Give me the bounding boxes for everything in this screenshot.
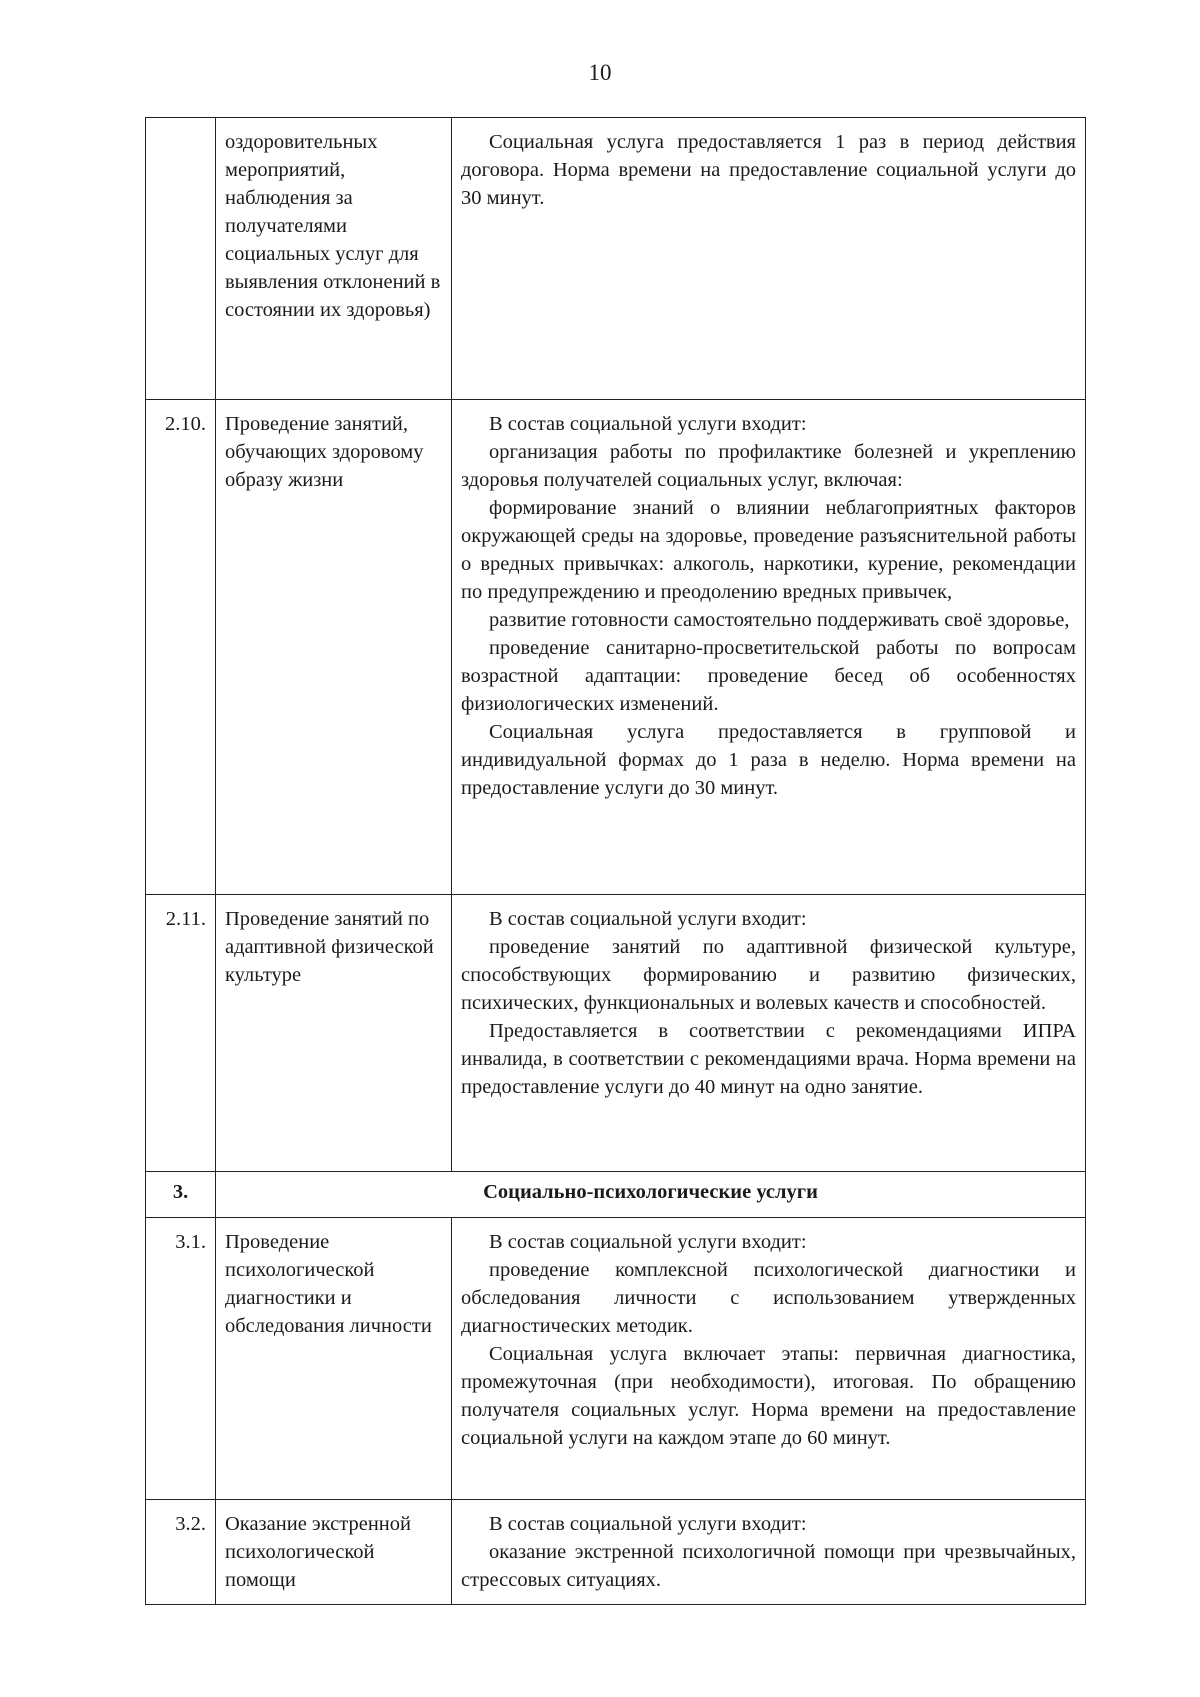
item-number: 3.1. [146, 1218, 216, 1500]
service-description [452, 118, 1086, 400]
description-paragraph: Социальная услуга предоставляется 1 раз в период действия договора. Норма времени на предоставление социальной услуги до 30 минут. [461, 131, 1076, 209]
description-paragraph: организация работы по профилактике болезней и укреплению здоровья получателей социальных услуг, включая: [461, 441, 1076, 491]
item-number: 3.2. [146, 1500, 216, 1605]
service-description [452, 1500, 1086, 1605]
description-paragraph: В состав социальной услуги входит: [489, 1513, 807, 1535]
description-paragraph: Предоставляется в соответствии с рекомендациями ИПРА инвалида, в соответствии с рекомендациями врача. Норма времени на предоставление услуги до 40 минут на одно занятие. [461, 1020, 1076, 1098]
description-paragraph: формирование знаний о влиянии неблагоприятных факторов окружающей среды на здоровье, проведение разъяснительной работы о вредных привычках: алкоголь, наркотики, курение, рекомендации по предупреждению и преодолению вредных привычек, [461, 497, 1076, 603]
section-number: 3. [146, 1172, 216, 1218]
description-paragraph: Социальная услуга предоставляется в групповой и индивидуальной формах до 1 раза в неделю. Норма времени на предоставление услуги до 30 минут. [461, 721, 1076, 799]
section-title: Социально-психологические услуги [216, 1172, 1086, 1218]
service-name: Проведение занятий по адаптивной физической культуре [216, 895, 452, 1172]
service-name: Проведение занятий, обучающих здоровому образу жизни [216, 400, 452, 895]
description-paragraph: Социальная услуга включает этапы: первичная диагностика, промежуточная (при необходимости), итоговая. По обращению получателя социальных услуг. Норма времени на предоставление социальной услуги на каждом этапе до 60 минут. [461, 1343, 1076, 1449]
service-name: оздоровительных мероприятий, наблюдения за получателями социальных услуг для выявления отклонений в состоянии их здоровья) [216, 118, 452, 400]
item-number: 2.10. [146, 400, 216, 895]
services-table [145, 117, 1086, 1605]
service-description [452, 1218, 1086, 1500]
description-paragraph: проведение занятий по адаптивной физической культуре, способствующих формированию и развитию физических, психических, функциональных и волевых качеств и способностей. [461, 936, 1076, 1014]
table-row [146, 1500, 1086, 1605]
service-description [452, 400, 1086, 895]
description-paragraph: В состав социальной услуги входит: [489, 908, 807, 930]
table-row [146, 895, 1086, 1172]
description-paragraph: В состав социальной услуги входит: [489, 413, 807, 435]
item-number: 2.11. [146, 895, 216, 1172]
service-description [452, 895, 1086, 1172]
item-number [146, 118, 216, 400]
service-name: Оказание экстренной психологической помощи [216, 1500, 452, 1605]
page-number: 10 [588, 60, 612, 85]
description-paragraph: оказание экстренной психологичной помощи при чрезвычайных, стрессовых ситуациях. [461, 1541, 1076, 1591]
services-table-body [146, 118, 1086, 1605]
description-paragraph: проведение санитарно-просветительской работы по вопросам возрастной адаптации: проведение бесед об особенностях физиологических изменений. [461, 637, 1076, 715]
table-row [146, 400, 1086, 895]
description-paragraph: проведение комплексной психологической диагностики и обследования личности с использованием утвержденных диагностических методик. [461, 1259, 1076, 1337]
section-row [146, 1172, 1086, 1218]
description-paragraph: развитие готовности самостоятельно поддерживать своё здоровье, [489, 609, 1070, 631]
table-row [146, 118, 1086, 400]
service-name: Проведение психологической диагностики и обследования личности [216, 1218, 452, 1500]
table-row [146, 1218, 1086, 1500]
description-paragraph: В состав социальной услуги входит: [489, 1231, 807, 1253]
